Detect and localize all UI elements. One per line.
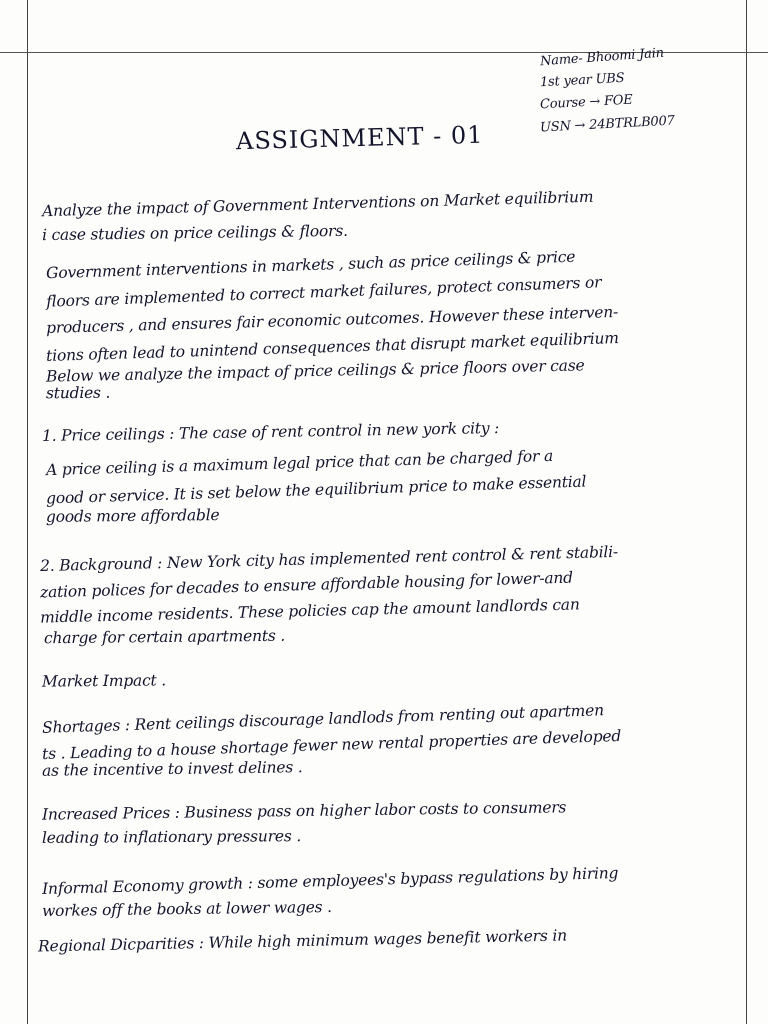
paragraph-line: as the incentive to invest delines . <box>41 758 303 780</box>
section-heading: 1. Price ceilings : The case of rent control in new york city : <box>41 419 500 445</box>
question-line: Analyze the impact of Government Interventions on Market equilibrium <box>41 187 594 221</box>
paragraph-line: ts . Leading to a house shortage fewer new rental properties are developed <box>41 726 622 764</box>
paragraph-line: Below we analyze the impact of price ceilings & price floors over case <box>45 356 585 386</box>
paragraph-line: middle income residents. These policies cap the amount landlords can <box>39 595 580 627</box>
student-year: 1st year UBS <box>539 70 625 91</box>
paragraph-line: Shortages : Rent ceilings discourage landlods from renting out apartmen <box>41 701 605 737</box>
paragraph-line: 2. Background : New York city has implemented rent control & rent stabili- <box>39 542 619 576</box>
paragraph-line: leading to inflationary pressures . <box>41 827 302 847</box>
paragraph-line: Increased Prices : Business pass on higher labor costs to consumers <box>41 798 567 824</box>
section-heading: Market Impact . <box>41 671 167 691</box>
paragraph-line: A price ceiling is a maximum legal price that can be charged for a <box>45 446 554 480</box>
paragraph-line: producers , and ensures fair economic outcomes. However these interven- <box>45 303 619 337</box>
paragraph-line: floors are implemented to correct market failures, protect consumers or <box>45 273 602 311</box>
paragraph-line: charge for certain apartments . <box>43 626 286 648</box>
paragraph-line: Informal Economy growth : some employees's bypass regulations by hiring <box>41 863 619 899</box>
paragraph-line: workes off the books at lower wages . <box>41 897 332 921</box>
paragraph-line: Regional Dicparities : While high minimum wages benefit workers in <box>37 926 568 956</box>
left-margin-line <box>27 0 28 1024</box>
student-name: Name- Bhoomi Jain <box>539 45 665 70</box>
paragraph-line: goods more affordable <box>45 506 220 526</box>
question-line: i case studies on price ceilings & floors. <box>41 221 348 245</box>
paragraph-line: good or service. It is set below the equilibrium price to make essential <box>45 472 587 508</box>
paragraph-line: zation polices for decades to ensure affordable housing for lower-and <box>39 568 574 602</box>
student-usn: USN → 24BTRLB007 <box>539 113 676 136</box>
paragraph-line: Government interventions in markets , such as price ceilings & price <box>45 247 576 283</box>
paragraph-line: tions often lead to unintend consequences that disrupt market equilibrium <box>45 329 619 365</box>
right-margin-line <box>746 0 747 1024</box>
student-course: Course → FOE <box>539 92 633 113</box>
paragraph-line: studies . <box>45 383 111 403</box>
assignment-title: ASSIGNMENT - 01 <box>235 120 484 156</box>
